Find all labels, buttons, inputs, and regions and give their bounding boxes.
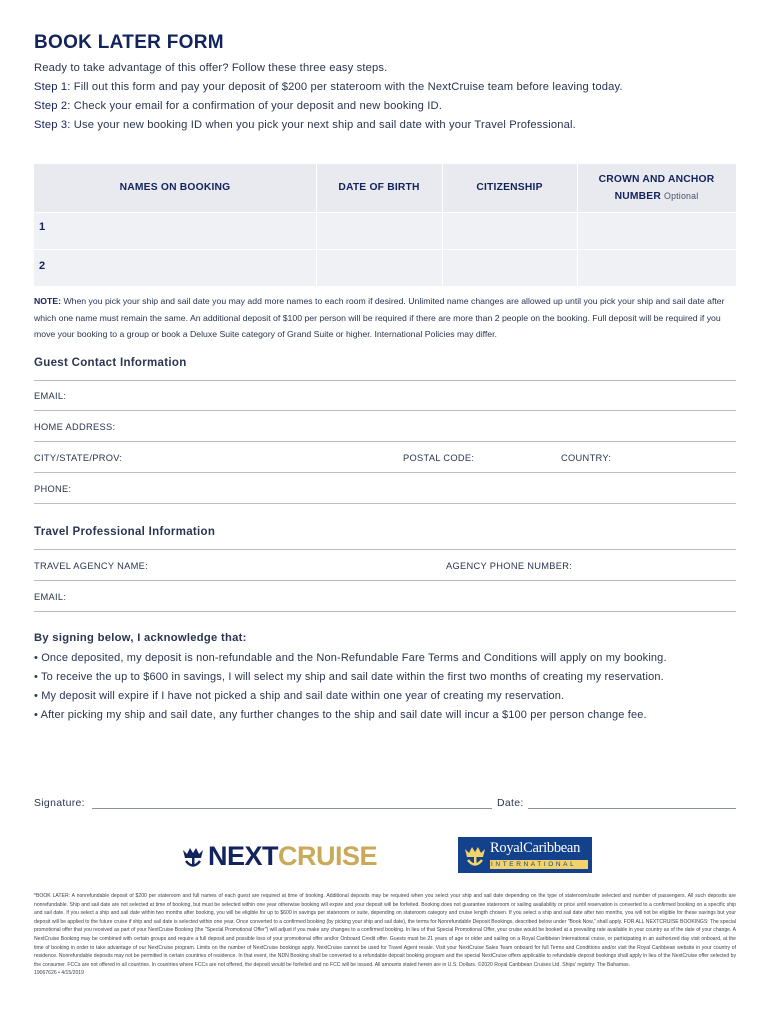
city-label: CITY/STATE/PROV: xyxy=(34,453,123,463)
ack-item: • My deposit will expire if I have not picked a ship and sail date within one year of creating my reservation. xyxy=(34,690,565,702)
postal-code-label: POSTAL CODE: xyxy=(403,453,475,463)
row-divider xyxy=(34,212,736,213)
country-field[interactable] xyxy=(561,444,736,471)
column-divider xyxy=(442,164,443,286)
header-crown: CROWN AND ANCHOR xyxy=(598,173,715,185)
step-label: Step 2: xyxy=(34,100,71,112)
crown-anchor-icon xyxy=(180,843,206,869)
table-row xyxy=(34,249,736,286)
date-field[interactable] xyxy=(528,790,736,808)
header-number-line xyxy=(615,188,699,205)
signature-label: Signature: xyxy=(34,797,85,809)
dob-input[interactable] xyxy=(317,212,441,249)
table-row xyxy=(34,212,736,249)
ack-heading: By signing below, I acknowledge that: xyxy=(34,632,247,644)
column-divider xyxy=(577,164,578,286)
table-header xyxy=(34,164,736,212)
agency-name-label: TRAVEL AGENCY NAME: xyxy=(34,561,149,571)
travel-section-heading: Travel Professional Information xyxy=(34,526,216,538)
guest-email-label: EMAIL: xyxy=(34,391,67,401)
crown-anchor-icon xyxy=(462,842,488,868)
booking-table xyxy=(34,164,736,286)
guest-email-field[interactable] xyxy=(34,383,736,409)
citizenship-input[interactable] xyxy=(443,212,576,249)
guest-section-heading: Guest Contact Information xyxy=(34,357,187,369)
agency-name-field[interactable] xyxy=(34,552,434,579)
note-paragraph xyxy=(34,293,736,343)
signature-field[interactable] xyxy=(92,790,492,808)
crown-anchor-input[interactable] xyxy=(578,249,736,286)
rc-wordmark: RoyalCaribbean xyxy=(490,840,581,856)
ack-item: • After picking my ship and sail date, any further changes to the ship and sail date will incur a $100 per person change fee. xyxy=(34,709,647,721)
step-2 xyxy=(34,100,442,112)
crown-anchor-input[interactable] xyxy=(578,212,736,249)
divider xyxy=(34,472,736,473)
note-text: When you pick your ship and sail date you may add more names to each room if desired. Unlimited name changes are allowed up until you pick your ship and sail date after which one name must remain the same. An additional deposit of $100 per person will be required if there are more than 2 people on the booking. Full deposit will be required if you move your booking to a group or book a Deluxe Suite category of Grand Suite or higher. International Policies may differ. xyxy=(34,296,725,340)
header-citizenship: CITIZENSHIP xyxy=(476,182,543,193)
name-input[interactable] xyxy=(52,212,314,249)
postal-code-field[interactable] xyxy=(403,444,553,471)
phone-label: PHONE: xyxy=(34,484,72,494)
country-label: COUNTRY: xyxy=(561,453,612,463)
nextcruise-logo xyxy=(180,840,405,872)
agency-email-label: EMAIL: xyxy=(34,592,67,602)
citizenship-input[interactable] xyxy=(443,249,576,286)
intro-line: Ready to take advantage of this offer? Follow these three easy steps. xyxy=(34,62,388,74)
divider xyxy=(34,380,736,381)
header-dob: DATE OF BIRTH xyxy=(338,182,420,193)
divider xyxy=(34,549,736,550)
step-label: Step 1: xyxy=(34,81,71,93)
step-text: Use your new booking ID when you pick your next ship and sail date with your Travel Professional. xyxy=(70,119,576,131)
row-number: 2 xyxy=(39,260,46,272)
fine-print xyxy=(34,892,736,978)
divider xyxy=(34,580,736,581)
step-3 xyxy=(34,119,576,131)
signature-line xyxy=(92,808,492,809)
ack-item: • To receive the up to $600 in savings, I will select my ship and sail date within the first two months of creating my reservation. xyxy=(34,671,664,683)
divider xyxy=(34,410,736,411)
row-divider xyxy=(34,249,736,250)
header-number: NUMBER xyxy=(614,190,661,202)
column-divider xyxy=(316,164,317,286)
logo-next: NEXT xyxy=(208,841,279,871)
date-label: Date: xyxy=(497,797,524,809)
row-number: 1 xyxy=(39,221,46,233)
header-optional: Optional xyxy=(664,190,699,201)
royal-caribbean-logo xyxy=(458,837,592,873)
divider xyxy=(34,441,736,442)
step-text: Check your email for a confirmation of your deposit and new booking ID. xyxy=(70,100,442,112)
form-title: BOOK LATER FORM xyxy=(34,32,224,53)
nextcruise-wordmark xyxy=(208,840,377,872)
date-line xyxy=(528,808,736,809)
step-label: Step 3: xyxy=(34,119,71,131)
home-address-label: HOME ADDRESS: xyxy=(34,422,116,432)
ack-item: • Once deposited, my deposit is non-refundable and the Non-Refundable Fare Terms and Conditions will apply on my booking. xyxy=(34,652,667,664)
dob-input[interactable] xyxy=(317,249,441,286)
agency-phone-label: AGENCY PHONE NUMBER: xyxy=(446,561,573,571)
header-crown-anchor xyxy=(577,164,736,212)
agency-phone-field[interactable] xyxy=(446,552,736,579)
divider xyxy=(34,611,736,612)
phone-field[interactable] xyxy=(34,475,736,502)
step-1 xyxy=(34,81,623,93)
agency-email-field[interactable] xyxy=(34,583,736,610)
home-address-field[interactable] xyxy=(34,413,736,440)
step-text: Fill out this form and pay your deposit of $200 per stateroom with the NextCruise team before leaving today. xyxy=(70,81,623,93)
form-code: 19067626 • 4/15/2019 xyxy=(34,970,84,977)
name-input[interactable] xyxy=(52,249,314,286)
logo-cruise: CRUISE xyxy=(278,841,378,871)
rc-subtitle: INTERNATIONAL xyxy=(491,861,577,868)
note-label: NOTE: xyxy=(34,296,62,306)
header-names: NAMES ON BOOKING xyxy=(119,182,231,193)
divider xyxy=(34,503,736,504)
city-field[interactable] xyxy=(34,444,394,471)
fine-print-text: *BOOK LATER: A nonrefundable deposit of $200 per stateroom and full names of each guest are required at time of booking. Additional deposits may be required when you select your ship and sail date depending on the type of stateroom/suite selected and number of passengers. All such deposits are nonrefundable. Ship and sail date are not selected at time of booking, but must be selected within one year otherwise booking will expire and your deposit will be forfeited. Booking does not guarantee stateroom or sailing availability or price until reservation is converted to a confirmed booking on a specific ship and sail date. If you select a ship and sail date within two months after booking, you will be eligible for up to $600 in savings per stateroom or suite, depending on stateroom category and cruise length chosen. If you select a ship and sail date after two months, you will not be eligible for these savings but your deposit will be applied to the future cruise if ship and sail date is selected within one year. Once converted to a confirmed booking (by picking your ship and sail date), the terms for Nonrefundable Deposit Bookings, described below under "Book Now," shall apply. FOR ALL NEXTCRUISE BOOKINGS: The special promotional offer that you received as part of your NextCruise Booking (the "Special Promotional Offer") will adjust if you make any changes to a confirmed booking. In lieu of that Special Promotional Offer, your cruise would be booked at a prevailing rate available in your country as of the date of your change. A NextCruise Booking may be combined with certain groups and require a full deposit and possible loss of your promotional offer and/or Onboard Credit offer. Guests must be 21 years of age or older and sailing on a Royal Caribbean International cruise, or participating in an authorized day visit onboard, at the time of booking in order to take advantage of our NextCruise program. Limits on the number of NextCruise bookings apply. NextCruise cannot be used for Travel Agent resale. Visit your NextCruise Sales Team onboard for full Terms and Conditions and/or visit the Royal Caribbean website in your country of residence. Nonrefundable deposits may not be permitted in certain countries of residence. In that event, the NDN Booking shall be converted to a refundable deposit booking program and the special NextCruise offers applicable to refundable deposit bookings shall apply in lieu of the NextCruise offer selected by the consumer. FCCs are not offered in all countries. In countries where FCCs are not offered, the deposit would be forfeited and no FCC will be issued. All amounts stated herein are in U.S. Dollars. ©2020 Royal Caribbean Cruises Ltd. Ships' registry: The Bahamas. xyxy=(34,893,737,968)
